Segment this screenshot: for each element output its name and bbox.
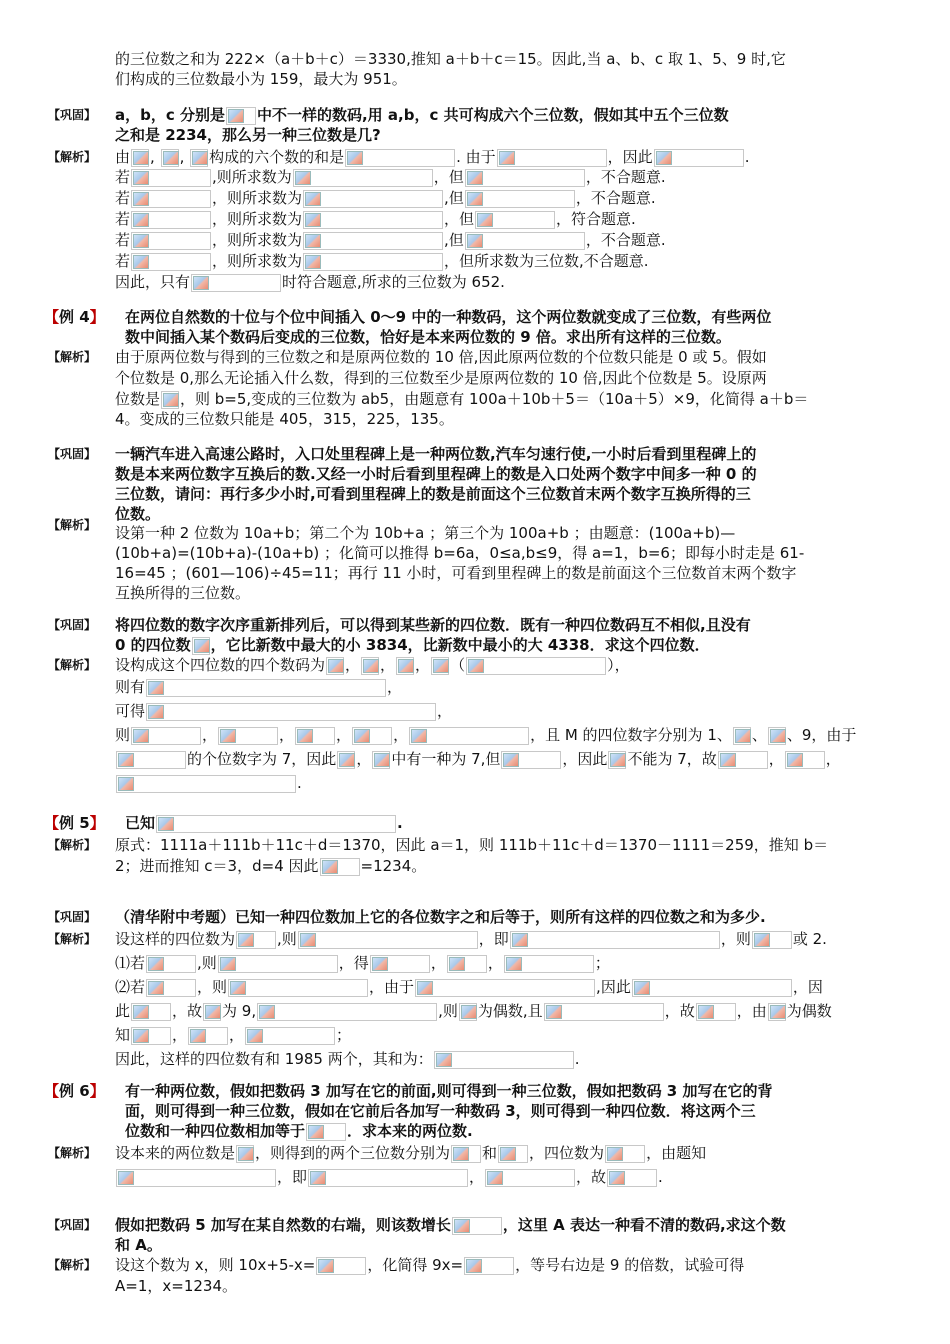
equation-image (752, 931, 792, 949)
text-fragment: ， (356, 750, 372, 768)
text-fragment: 此 (115, 1002, 131, 1020)
problem-text (115, 104, 906, 126)
solution-text (115, 1254, 906, 1276)
text-fragment: 已知 (125, 814, 156, 832)
problem-text (115, 634, 906, 656)
equation-image (303, 232, 443, 250)
jiexi-label: 【解析】 (48, 1146, 97, 1160)
solution-text: 设第一种 2 位数为 10a+b；第二个为 10b+a ；第三个为 100a+b ；由题意：(100a+b)— (115, 524, 736, 542)
text-fragment: ，但 (433, 168, 464, 186)
problem-text: 三位数，请问：再行多少小时,可看到里程碑上的数是前面这个三位数首末两个数字互换所得的三 (115, 485, 751, 503)
problem-text: 面，则可得到一种三位数，假如在它前后各加写一种数码 3，则可得到一种四位数．将这两个三 (125, 1102, 756, 1120)
text-fragment: ， (229, 1026, 245, 1044)
text-fragment: ， (469, 1168, 485, 1186)
equation-image (320, 858, 360, 876)
text-fragment: ， (415, 656, 431, 674)
problem-text: 将四位数的数字次序重新排列后，可以得到某些新的四位数．既有一种四位数码互不相似,且没有 (115, 616, 751, 634)
text-fragment: ）， (607, 656, 630, 674)
text-fragment: 若 (115, 210, 131, 228)
text-fragment: ，它比新数中最大的小 3834，比新数中最小的大 4338．求这个四位数． (210, 636, 710, 654)
text-fragment: 、9，由于 (786, 726, 857, 744)
jiexi-label: 【解析】 (48, 150, 97, 164)
equation-image (361, 657, 379, 675)
solution-text: (10b+a)=(10b+a)-(10a+b) ；化简可以推得 b=6a，0≤a,b≤9，得 a=1，b=6；即每小时走是 61- (115, 544, 805, 562)
equation-image (303, 253, 443, 271)
text-fragment: （ (450, 656, 466, 674)
equation-image (245, 1027, 335, 1045)
equation-image (131, 253, 211, 271)
text-fragment: 因此，只有 (115, 273, 191, 291)
equation-image (696, 1003, 736, 1021)
solution-text (115, 388, 906, 410)
solution-text (115, 676, 906, 698)
equation-image (607, 1169, 657, 1187)
solution-text (115, 166, 906, 188)
solution-text: 原式：1111a＋111b＋11c＋d＝1370，因此 a＝1，则 111b＋11c＋d＝1370－1111＝259，推知 b＝ (115, 836, 829, 854)
solution-text (115, 976, 906, 998)
equation-image (415, 979, 595, 997)
equation-image (308, 1169, 468, 1187)
solution-text (115, 654, 906, 676)
text-fragment: ； (594, 954, 610, 972)
text-fragment: 假如把数码 5 加写在某自然数的右端，则该数增长 (115, 1216, 451, 1234)
equation-image (370, 955, 430, 973)
solution-text (115, 271, 906, 293)
text-fragment: ，则 (720, 930, 751, 948)
equation-image (326, 657, 344, 675)
equation-image (218, 955, 338, 973)
equation-image (485, 1169, 575, 1187)
text-fragment: ， (345, 656, 361, 674)
text-fragment: 位数是 (115, 390, 161, 408)
equation-image (257, 1003, 437, 1021)
text-fragment: ，则所求数为 (212, 231, 303, 249)
equation-image (116, 1169, 276, 1187)
equation-image (303, 190, 443, 208)
text-fragment: ，由 (736, 1002, 767, 1020)
text-fragment: 由 (115, 148, 131, 166)
text-fragment: ，则所求数为 (212, 210, 303, 228)
equation-image (396, 657, 414, 675)
equation-image (161, 149, 179, 167)
text-fragment: 中不一样的数码,用 a,b，c 共可构成六个三位数，假如其中五个三位数 (256, 106, 729, 124)
text-fragment: ,则 (197, 954, 217, 972)
equation-image (451, 1145, 481, 1163)
solution-text (115, 1048, 906, 1070)
text-fragment: ， (202, 726, 218, 744)
problem-text: 数中间插入某个数码后变成的三位数，恰好是本来两位数的 9 倍。求出所有这样的三位数。 (125, 328, 731, 346)
jiexi-label: 【解析】 (48, 838, 97, 852)
problem-text: 位数。 (115, 505, 161, 523)
equation-image (156, 815, 396, 833)
equation-image (465, 232, 585, 250)
solution-text (115, 700, 906, 722)
text-fragment: 、 (751, 726, 767, 744)
text-fragment: 为偶数 (786, 1002, 832, 1020)
text-fragment: ， (437, 702, 453, 720)
equation-image (504, 955, 594, 973)
solution-text (115, 229, 906, 251)
equation-image (146, 679, 386, 697)
text-fragment: ，但所求数为三位数,不合题意. (444, 252, 649, 270)
text-fragment: 或 2. (792, 930, 827, 948)
text-fragment: ，因此 (562, 750, 608, 768)
text-fragment: ⑴若 (115, 954, 146, 972)
equation-image (510, 931, 720, 949)
equation-image (161, 391, 179, 409)
text-fragment: 因此，这样的四位数有和 1985 两个，其和为： (115, 1050, 433, 1068)
equation-image (464, 1257, 514, 1275)
text-fragment: ，则所求数为 (212, 252, 303, 270)
equation-image (131, 727, 201, 745)
text-fragment: ，则 (197, 978, 228, 996)
text-fragment: 若 (115, 252, 131, 270)
gonggu-label: 【巩固】 (48, 1218, 97, 1232)
solution-text: 由于原两位数与得到的三位数之和是原两位数的 10 倍,因此原两位数的个位数只能是 0 或 5。假如 (115, 348, 767, 366)
text-fragment: ，因 (792, 978, 823, 996)
equation-image (466, 657, 606, 675)
text-fragment: 设这样的四位数为 (115, 930, 236, 948)
text-fragment: ,但 (444, 189, 464, 207)
text-fragment: ，则所求数为 (212, 189, 303, 207)
solution-text (115, 1024, 906, 1046)
text-fragment: ，但 (444, 210, 475, 228)
text-fragment: 2；进而推知 c＝3，d=4 因此 (115, 857, 319, 875)
text-fragment: ，则得到的两个三位数分别为 (255, 1144, 451, 1162)
jiexi-label: 【解析】 (48, 1258, 97, 1272)
equation-image (131, 190, 211, 208)
equation-image (226, 107, 256, 125)
equation-image (654, 149, 744, 167)
equation-image (409, 727, 529, 745)
text-fragment: 设这个数为 x，则 10x+5-x= (115, 1256, 316, 1274)
text-fragment: ，等号右边是 9 的倍数，试验可得 (515, 1256, 745, 1274)
text-fragment: ， (393, 726, 409, 744)
solution-text: 个位数是 0,那么无论插入什么数，得到的三位数至少是原两位数的 10 倍,因此个位数是 5。设原两 (115, 369, 767, 387)
text-fragment: 为偶数,且 (477, 1002, 543, 1020)
solution-text: 互换所得的三位数。 (115, 584, 251, 602)
equation-image (188, 1027, 228, 1045)
text-fragment: 时符合题意,所求的三位数为 652. (282, 273, 505, 291)
text-fragment: ， (380, 656, 396, 674)
solution-text: 4。变成的三位数只能是 405，315，225，135。 (115, 410, 454, 428)
jiexi-label: 【解析】 (48, 658, 97, 672)
equation-image (228, 979, 368, 997)
equation-image (498, 1145, 528, 1163)
problem-text: 一辆汽车进入高速公路时，入口处里程碑上是一种两位数,汽车匀速行使,一小时后看到里程碑上的 (115, 445, 757, 463)
text-fragment: ，由于 (369, 978, 415, 996)
equation-image (768, 727, 786, 745)
equation-image (632, 979, 792, 997)
text-fragment: 则有 (115, 678, 146, 696)
text-fragment: 位数和一种四位数相加等于 (125, 1122, 306, 1140)
equation-image (768, 1003, 786, 1021)
problem-text: （清华附中考题）已知一种四位数加上它的各位数字之和后等于，则所有这样的四位数之和为多少. (115, 908, 766, 926)
equation-image (718, 751, 768, 769)
text-fragment: ，不合题意. (575, 189, 656, 207)
equation-image (191, 274, 281, 292)
problem-text (125, 812, 906, 834)
equation-image (146, 703, 436, 721)
equation-image (434, 1051, 574, 1069)
text-fragment: ⑵若 (115, 978, 146, 996)
problem-text (125, 1120, 906, 1142)
text-fragment: ，这里 A 表达一种看不清的数码,求这个数 (502, 1216, 786, 1234)
equation-image (465, 190, 575, 208)
text-fragment: ，故 (664, 1002, 695, 1020)
equation-image (131, 149, 149, 167)
text-fragment: ，即 (277, 1168, 308, 1186)
text-fragment: ； (336, 1026, 352, 1044)
equation-image (452, 1217, 502, 1235)
text-fragment: 和 (482, 1144, 498, 1162)
equation-image (475, 211, 555, 229)
text-fragment: ，故 (172, 1002, 203, 1020)
text-fragment: ， (387, 678, 403, 696)
problem-text: 有一种两位数，假如把数码 3 加写在它的前面,则可得到一种三位数，假如把数码 3 加写在它的背 (125, 1082, 773, 1100)
equation-image (116, 751, 186, 769)
equation-image (501, 751, 561, 769)
equation-image (190, 149, 208, 167)
text-fragment: ．求本来的两位数. (347, 1122, 473, 1140)
text-fragment: ， (172, 1026, 188, 1044)
text-fragment: 则 (115, 726, 131, 744)
example-label: 【例 5】 (44, 814, 105, 832)
gonggu-label: 【巩固】 (48, 108, 97, 122)
text-fragment: ，由题知 (646, 1144, 707, 1162)
equation-image (447, 955, 487, 973)
equation-image (316, 1257, 366, 1275)
equation-image (131, 1027, 171, 1045)
text-fragment: ，则 b=5,变成的三位数为 ab5，由题意有 100a＋10b＋5＝（10a＋5）×9，化简得 a＋b＝ (180, 390, 809, 408)
solution-text (115, 1166, 906, 1188)
equation-image (605, 1145, 645, 1163)
gonggu-label: 【巩固】 (48, 447, 97, 461)
equation-image (459, 1003, 477, 1021)
equation-image (293, 169, 433, 187)
gonggu-label: 【巩固】 (48, 910, 97, 924)
equation-image (372, 751, 390, 769)
text-fragment: . (297, 774, 302, 792)
jiexi-label: 【解析】 (48, 932, 97, 946)
solution-text (115, 1000, 906, 1022)
example-label: 【例 4】 (44, 308, 105, 326)
solution-text (115, 748, 906, 770)
text-fragment: ,则所求数为 (212, 168, 292, 186)
equation-image (131, 169, 211, 187)
solution-text: 由 , , 构成的六个数的和是 . 由于 ，因此 . (115, 148, 750, 166)
text-fragment: ，故 (576, 1168, 607, 1186)
text-fragment: ,因此 (596, 978, 631, 996)
text-fragment: . (397, 814, 403, 832)
equation-image (116, 775, 296, 793)
text-fragment: 可得 (115, 702, 146, 720)
text-fragment: 若 (115, 168, 131, 186)
equation-image (203, 1003, 221, 1021)
text-fragment: ，不合题意. (585, 231, 666, 249)
text-fragment: 设本来的两位数是 (115, 1144, 236, 1162)
solution-text: A=1，x=1234。 (115, 1277, 237, 1295)
problem-text: 和 A。 (115, 1236, 162, 1254)
text-fragment: 为 9, (222, 1002, 257, 1020)
equation-image (131, 1003, 171, 1021)
solution-text (115, 250, 906, 272)
text-fragment: ， (430, 954, 446, 972)
jiexi-label: 【解析】 (48, 518, 97, 532)
text-fragment: 0 的四位数 (115, 636, 191, 654)
problem-text (115, 1214, 906, 1236)
equation-image (608, 751, 626, 769)
equation-image (298, 931, 478, 949)
equation-image (431, 657, 449, 675)
intro-line-2: 们构成的三位数最小为 159，最大为 951。 (115, 70, 407, 88)
text-fragment: ，不合题意. (585, 168, 666, 186)
intro-line-1: 的三位数之和为 222×（a＋b＋c）＝3330,推知 a＋b＋c＝15。因此,当 a、b、c 取 1、5、9 时,它 (115, 50, 786, 68)
equation-image (544, 1003, 664, 1021)
solution-text (115, 952, 906, 974)
text-fragment: ， (279, 726, 295, 744)
text-fragment: 中有一种为 7,但 (391, 750, 501, 768)
text-fragment: . 由于 (456, 148, 496, 166)
equation-image (352, 727, 392, 745)
equation-image (218, 727, 278, 745)
solution-text: 16=45 ；(601—106)÷45=11；再行 11 小时，可看到里程碑上的数是前面这个三位数首末两个数字 (115, 564, 797, 582)
text-fragment: ， (768, 750, 784, 768)
text-fragment: ，符合题意. (556, 210, 636, 228)
equation-image (146, 955, 196, 973)
text-fragment: ，得 (338, 954, 369, 972)
equation-image (131, 232, 211, 250)
text-fragment: 的个位数字为 7，因此 (187, 750, 337, 768)
solution-text (115, 855, 906, 877)
text-fragment: ，化简得 9x= (367, 1256, 464, 1274)
text-fragment: 不能为 7，故 (627, 750, 717, 768)
solution-text (115, 1142, 906, 1164)
text-fragment: 知 (115, 1026, 131, 1044)
equation-image (236, 931, 276, 949)
text-fragment: ，因此 (607, 148, 653, 166)
text-fragment: 若 (115, 189, 131, 207)
equation-image (192, 637, 210, 655)
solution-text (115, 928, 906, 950)
equation-image (337, 751, 355, 769)
problem-text: 在两位自然数的十位与个位中间插入 0～9 中的一种数码，这个两位数就变成了三位数，有些两位 (125, 308, 772, 326)
equation-image (465, 169, 585, 187)
equation-image (345, 149, 455, 167)
problem-text: 数是本来两位数字互换后的数.又经一小时后看到里程碑上的数是入口处两个数字中间多一种 0 的 (115, 465, 757, 483)
equation-image (131, 211, 211, 229)
equation-image (295, 727, 335, 745)
equation-image (785, 751, 825, 769)
text-fragment: 设构成这个四位数的四个数码为 (115, 656, 326, 674)
text-fragment: ， (825, 750, 841, 768)
text-fragment: . (574, 1050, 580, 1068)
text-fragment: ， (336, 726, 352, 744)
text-fragment: ， (487, 954, 503, 972)
equation-image (303, 211, 443, 229)
jiexi-label: 【解析】 (48, 350, 97, 364)
equation-image (236, 1145, 254, 1163)
solution-text (115, 772, 906, 794)
solution-text (115, 208, 906, 230)
text-fragment: ,但 (444, 231, 464, 249)
equation-image (146, 979, 196, 997)
solution-text (115, 187, 906, 209)
equation-image (733, 727, 751, 745)
text-fragment: =1234。 (360, 857, 427, 875)
text-fragment: ，即 (478, 930, 509, 948)
text-fragment: ，四位数为 (529, 1144, 605, 1162)
text-fragment: ,则 (438, 1002, 458, 1020)
text-fragment: . (658, 1168, 663, 1186)
equation-image (497, 149, 607, 167)
equation-image (306, 1123, 346, 1141)
text-fragment: ,则 (277, 930, 297, 948)
text-fragment: 若 (115, 231, 131, 249)
problem-text: 之和是 2234，那么另一种三位数是几? (115, 126, 381, 144)
solution-text (115, 724, 906, 746)
example-label: 【例 6】 (44, 1082, 105, 1100)
text-fragment: a，b，c 分别是 (115, 106, 225, 124)
text-fragment: 构成的六个数的和是 (209, 148, 345, 166)
gonggu-label: 【巩固】 (48, 618, 97, 632)
text-fragment: ，且 M 的四位数字分别为 1、 (530, 726, 732, 744)
